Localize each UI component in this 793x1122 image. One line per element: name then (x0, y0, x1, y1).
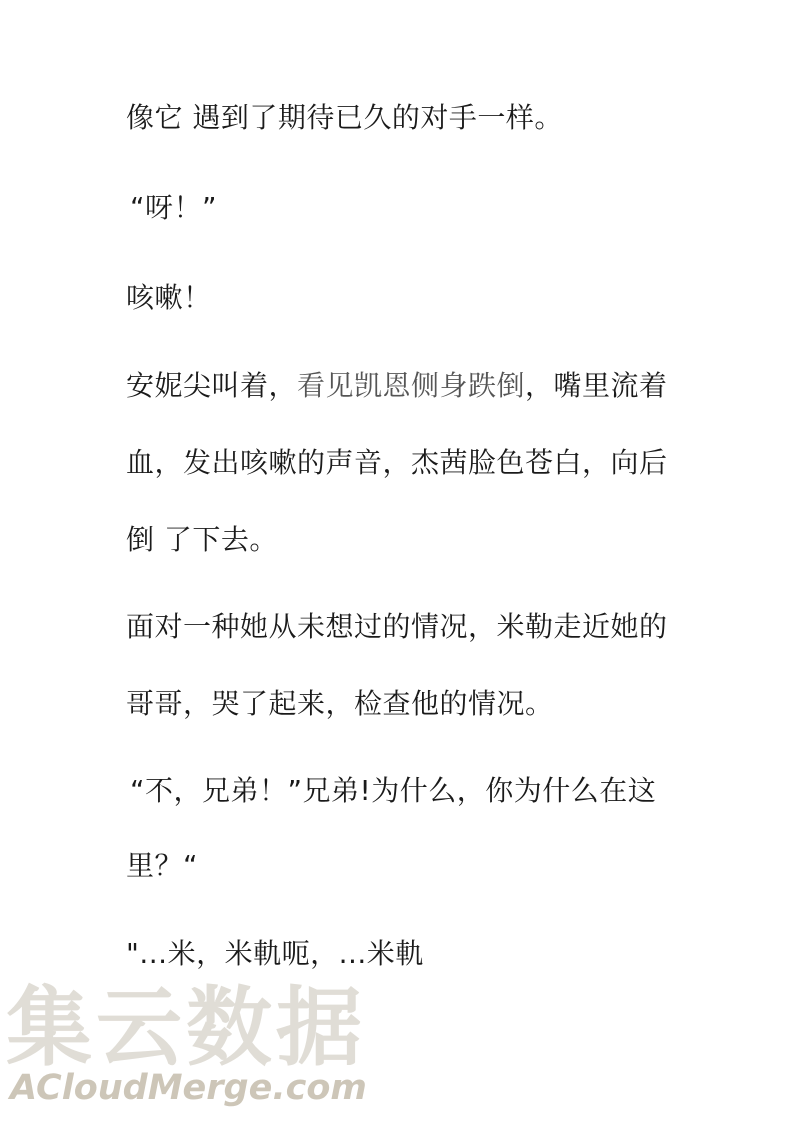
paragraph-line: 像它 遇到了期待已久的对手一样。 (126, 101, 563, 134)
text-segment: ，嘴里流着 (525, 369, 668, 402)
watermark (0, 980, 400, 1120)
paragraph-line: 面对一种她从未想过的情况，米勒走近她的 (126, 610, 668, 643)
paragraph-line: 哥哥，哭了起来，检查他的情况。 (126, 687, 554, 720)
paragraph-line: 血，发出咳嗽的声音，杰茜脸色苍白，向后 (126, 446, 668, 479)
paragraph-line: 里？“ (126, 849, 199, 882)
text-segment: 安妮尖叫着， (126, 369, 298, 402)
watermark-chinese-text: 集云数据 (6, 978, 366, 1078)
watermark-english-text: ACloudMerge.com (10, 1068, 367, 1108)
highlighted-text-segment: 看见凯恩侧身跌倒 (297, 369, 526, 402)
paragraph-line: “呀！” (130, 191, 218, 224)
paragraph-line: "...米，米軌呃，...米軌 (126, 937, 424, 970)
paragraph-line (126, 366, 668, 406)
paragraph-line: 咳嗽！ (126, 281, 212, 314)
paragraph-line: “不，兄弟！”兄弟!为什么，你为什么在这 (130, 774, 657, 807)
paragraph-line: 倒 了下去。 (126, 523, 278, 556)
